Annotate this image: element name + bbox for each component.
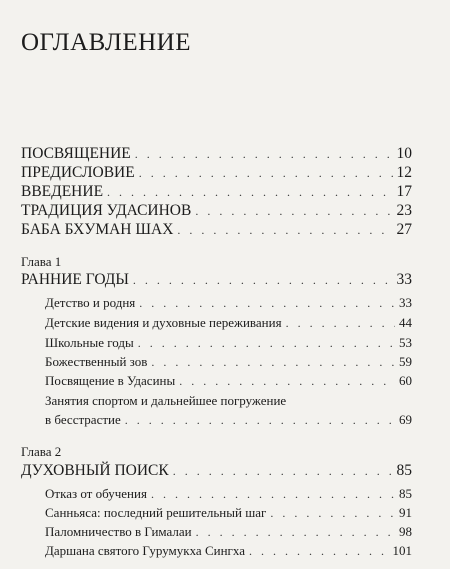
toc-section[interactable] [45, 295, 412, 311]
toc-entry-preface[interactable] [21, 164, 412, 182]
entry-page: 91 [399, 505, 412, 520]
section-title-line1[interactable]: Занятия спортом и дальнейшее погружение [45, 393, 287, 408]
chapter-label: Глава 2 [21, 444, 62, 459]
section-title: Школьные годы [45, 335, 134, 350]
entry-title: ВВЕДЕНИЕ [21, 183, 104, 200]
toc-section[interactable] [45, 315, 412, 331]
entry-page: 53 [399, 335, 412, 350]
entry-page: 12 [396, 164, 412, 181]
entry-page: 33 [399, 295, 412, 310]
toc-section[interactable] [45, 412, 412, 428]
entry-title: БАБА БХУМАН ШАХ [21, 221, 174, 238]
leader-dots [196, 526, 395, 538]
chapter-title: РАННИЕ ГОДЫ [21, 271, 129, 288]
entry-page: 10 [396, 145, 412, 162]
leader-dots [138, 337, 395, 349]
section-title: Детские видения и духовные переживания [45, 315, 282, 330]
toc-heading: ОГЛАВЛЕНИЕ [21, 29, 191, 56]
entry-page: 85 [399, 486, 412, 501]
entry-page: 60 [399, 373, 412, 388]
section-title: Санньяса: последний решительный шаг [45, 505, 267, 520]
entry-page: 69 [399, 412, 412, 427]
entry-page: 23 [396, 202, 412, 219]
toc-entry-baba[interactable] [21, 221, 412, 239]
toc-entry-introduction[interactable] [21, 183, 412, 201]
leader-dots [286, 317, 395, 329]
toc-section[interactable] [45, 354, 412, 370]
section-title: Божественный зов [45, 354, 148, 369]
leader-dots [179, 375, 395, 387]
entry-title: ТРАДИЦИЯ УДАСИНОВ [21, 202, 192, 219]
leader-dots [151, 488, 395, 500]
leader-dots [139, 297, 395, 309]
leader-dots [151, 356, 395, 368]
toc-section[interactable] [45, 524, 412, 540]
entry-title: ПОСВЯЩЕНИЕ [21, 145, 131, 162]
toc-entry-tradition[interactable] [21, 202, 412, 220]
toc-section[interactable] [45, 543, 412, 559]
toc-entry-dedication[interactable] [21, 145, 412, 163]
entry-page: 33 [396, 271, 412, 288]
section-title: Детство и родня [45, 295, 136, 310]
section-title: Паломничество в Гималаи [45, 524, 192, 539]
section-title: Отказ от обучения [45, 486, 147, 501]
entry-page: 85 [396, 462, 412, 479]
leader-dots [135, 148, 393, 160]
leader-dots [139, 167, 393, 179]
leader-dots [177, 224, 392, 236]
toc-section[interactable] [45, 486, 412, 502]
section-title-line2: в бесстрастие [45, 412, 121, 427]
entry-page: 101 [392, 543, 412, 558]
toc-section[interactable] [45, 505, 412, 521]
toc-section[interactable] [45, 335, 412, 351]
entry-page: 44 [399, 315, 412, 330]
entry-page: 59 [399, 354, 412, 369]
toc-chapter-2[interactable] [21, 462, 412, 480]
entry-page: 98 [399, 524, 412, 539]
leader-dots [125, 414, 395, 426]
toc-chapter-1[interactable] [21, 271, 412, 289]
chapter-title: ДУХОВНЫЙ ПОИСК [21, 462, 169, 479]
leader-dots [133, 274, 393, 286]
leader-dots [270, 507, 395, 519]
entry-page: 27 [396, 221, 412, 238]
entry-title: ПРЕДИСЛОВИЕ [21, 164, 135, 181]
section-title: Даршана святого Гурумукха Сингха [45, 543, 245, 558]
leader-dots [173, 465, 393, 477]
leader-dots [107, 186, 392, 198]
leader-dots [249, 545, 389, 557]
toc-section[interactable] [45, 373, 412, 389]
entry-page: 17 [396, 183, 412, 200]
leader-dots [195, 205, 392, 217]
section-title: Посвящение в Удасины [45, 373, 176, 388]
chapter-label: Глава 1 [21, 254, 62, 269]
